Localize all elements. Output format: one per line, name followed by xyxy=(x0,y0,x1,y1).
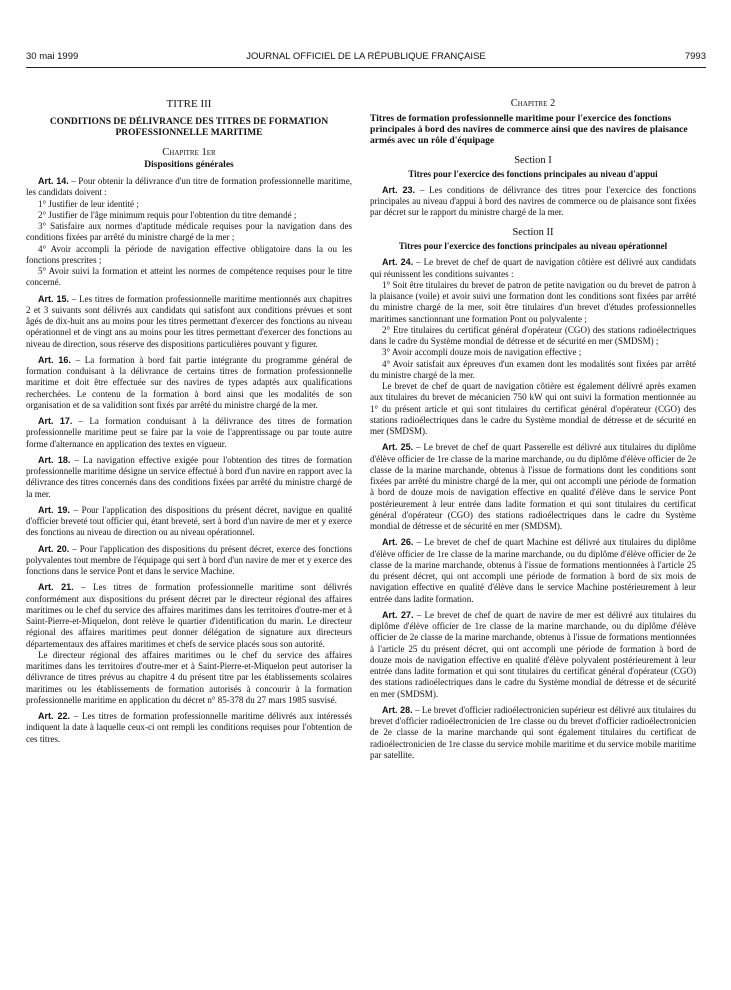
article-text: – La navigation effective exigée pour l'obtention des titres de formation professionnelle maritime désigne un service effectué à bord d'un navire en rapport avec la délivrance des titres concernés dans des conditions fixées par arrêté du ministre chargé de la mer. xyxy=(26,454,353,499)
list-item: 4° Avoir satisfait aux épreuves d'un examen dont les modalités sont fixées par arrêté du ministre chargé de la mer. xyxy=(370,358,696,380)
list-item: 2° Justifier de l'âge minimum requis pour l'obtention du titre demandé ; xyxy=(38,209,297,220)
list-item: 3° Satisfaire aux normes d'aptitude médicale requises pour la navigation dans des conditions fixées par arrêté du ministre chargé de la mer ; xyxy=(26,221,352,243)
article-text: – Le brevet de chef de quart de navire de mer est délivré aux titulaires du diplôme d'élève officier de 1re classe de la marine marchande, ou du diplôme d'élève officier de 2e classe de la marine marchande, obtenus à l'issue de formations mentionnées à l'article 25 du présent décret, qui ont accompli une période de formation à bord de douze mois de navigation effective en qualité d'élève polyvalent postérieurement à leur entrée dans ladite formation et qui sont titulaires du certificat général d'opérateur (CGO) des stations radioélectriques dans le cadre du Système mondial de détresse et de sécurité en mer (SMDSM). xyxy=(370,609,696,699)
article-28 xyxy=(370,705,696,761)
article-text: – Le brevet de chef de quart de navigation côtière est délivré aux candidats qui réunissent les conditions suivantes : xyxy=(370,257,696,279)
article-label: Art. 17. xyxy=(38,416,73,426)
article-15 xyxy=(26,294,352,350)
left-column xyxy=(26,98,352,745)
header-date: 30 mai 1999 xyxy=(26,51,79,62)
article-22 xyxy=(26,711,352,745)
article-text: – La formation conduisant à la délivrance des titres de formation professionnelle maritime peut se faire par la voie de l'apprentissage ou par toute autre forme d'alternance en application des textes en vigueur. xyxy=(26,416,352,449)
article-25 xyxy=(370,442,696,532)
article-text: – Pour obtenir la délivrance d'un titre de formation professionnelle maritime, les candidats doivent : xyxy=(26,176,352,198)
chapitre-title: Titres de formation professionnelle maritime pour l'exercice des fonctions principales à bord des navires de commerce ainsi que des navires de plaisance armés avec un rôle d'équipage xyxy=(370,113,688,147)
chapitre-heading: Chapitre 2 xyxy=(510,98,556,109)
article-text: – Le brevet de chef de quart Machine est délivré aux titulaires du diplôme d'élève officier de 1re classe de la marine marchande, ou du diplôme d'élève officier de 2e classe de la marine marchande, obtenus à l'issue de formations mentionnées à l'article 25 du présent décret, qui ont accompli une période de formation à bord de six mois de navigation effective en qualité d'élève dans le service Machine postérieurement à leur entrée dans ladite formation. xyxy=(370,537,696,604)
article-text: – Les conditions de délivrance des titres pour l'exercice des fonctions principales au niveau d'appui à bord des navires de commerce ou de plaisance sont fixées par décret sur le rapport du ministre chargé de la mer. xyxy=(370,184,696,218)
article-18 xyxy=(26,455,352,500)
article-label: Art. 16. xyxy=(38,354,71,365)
article-text: – Pour l'application des dispositions du présent décret, exerce des fonctions polyvalentes tout membre de l'équipage qui sert à bord d'un navire de mer et y exerce des fonctions dans le service Pont et dans le service Machine. xyxy=(26,543,353,576)
article-24-paragraph-2: Le brevet de chef de quart de navigation côtière est également délivré après examen aux titulaires du brevet de mécanicien 750 kW qui ont suivi la formation mentionnée au 1° du présent article et qui sont titulaires du certificat général d'opérateur (CGO) des stations radioélectriques dans le cadre du Système mondial de détresse et de sécurité en mer (SMDSM). xyxy=(370,381,696,437)
article-label: Art. 22. xyxy=(38,711,70,721)
article-label: Art. 25. xyxy=(382,442,414,453)
list-item: 1° Justifier de leur identité ; xyxy=(38,198,139,209)
header-page-number: 7993 xyxy=(684,51,706,62)
article-label: Art. 19. xyxy=(38,504,70,515)
article-label: Art. 26. xyxy=(382,537,414,548)
titre-heading: TITRE III xyxy=(166,98,212,110)
article-text: – Le brevet de chef de quart Passerelle est délivré aux titulaires du diplôme d'élève officier de 1re classe de la marine marchande, ou du diplôme d'élève officier de 2e classe de la marine marchande, obtenus à l'issue de formations dont les conditions sont fixées par arrêté du ministre chargé de la mer, qui ont accompli une période de formation à bord de douze mois de navigation effective en qualité d'élève dans le service Pont postérieurement à leur entrée dans ladite formation et qui sont titulaires du certificat général d'opérateur (CGO) des stations radioélectriques dans le cadre du Système mondial de détresse et de sécurité en mer (SMDSM). xyxy=(370,442,696,532)
list-item: 2° Etre titulaires du certificat général d'opérateur (CGO) des stations radioélectriques dans le cadre du Système mondial de détresse et de sécurité en mer (SMDSM) ; xyxy=(370,324,696,347)
list-item: 1° Soit être titulaires du brevet de patron de petite navigation ou du brevet de patron à la plaisance (voile) et avoir suivi une formation dont les conditions sont fixées par arrêté du ministre chargé de la mer, soit être titulaires d'un brevet d'études professionnelles maritimes sanctionnant une formation Pont ou polyvalente ; xyxy=(370,279,696,324)
section-title: Titres pour l'exercice des fonctions principales au niveau opérationnel xyxy=(398,241,668,252)
section-heading: Section II xyxy=(512,227,554,239)
article-label: Art. 21. xyxy=(38,582,74,593)
article-17 xyxy=(26,416,352,450)
right-column xyxy=(370,98,696,761)
article-20 xyxy=(26,544,352,578)
titre-subtitle: CONDITIONS DE DÉLIVRANCE DES TITRES DE FORMATION PROFESSIONNELLE MARITIME xyxy=(49,117,329,138)
list-item: 3° Avoir accompli douze mois de navigation effective ; xyxy=(382,347,582,358)
article-19 xyxy=(26,505,352,539)
header-rule xyxy=(26,67,706,68)
article-21-paragraph-2: Le directeur régional des affaires maritimes ou le chef du service des affaires maritimes dans les territoires d'outre-mer et à Saint-Pierre-et-Miquelon peut autoriser la délivrance de titres prévus au chapitre 4 du présent titre par les établissements scolaires maritimes ou les établissements de formation autorisés à concourir à la formation professionnelle maritime en application du décret n° 85-378 du 27 mars 1985 susvisé. xyxy=(26,649,352,705)
article-23 xyxy=(370,185,696,219)
article-label: Art. 28. xyxy=(382,704,413,715)
article-text: – Les titres de formation professionnelle maritime sont délivrés conformément aux dispositions du présent décret par le directeur régional des affaires maritimes ou le chef du service des affaires maritimes dans les territoires d'outre-mer et à Saint-Pierre-et-Miquelon, dont relève le quartier d'identification du marin. Le directeur régional des affaires maritimes peut donner délégation de signature aux directeurs départementaux des affaires maritimes et chefs de service placés sous son autorité. xyxy=(26,582,352,649)
article-label: Art. 20. xyxy=(38,543,70,554)
article-21 xyxy=(26,582,352,650)
article-label: Art. 24. xyxy=(382,257,414,268)
list-item: 4° Avoir accompli la période de navigation effective obligatoire dans la ou les fonctions prescrites ; xyxy=(26,243,352,265)
article-text: – Les titres de formation professionnelle maritime délivrés aux intéressés indiquent la date à laquelle ceux-ci ont rempli les conditions requises pour l'obtention de ces titres. xyxy=(26,711,352,744)
article-label: Art. 18. xyxy=(38,454,71,465)
article-27 xyxy=(370,610,696,700)
article-text: – Pour l'application des dispositions du présent décret, navigue en qualité d'officier breveté tout officier qui, étant breveté, sert à bord d'un navire de mer et y exerce des fonctions au niveau de direction ou au niveau opérationnel. xyxy=(26,504,353,538)
article-label: Art. 14. xyxy=(38,176,69,186)
article-24 xyxy=(370,257,696,280)
article-label: Art. 23. xyxy=(382,184,416,195)
article-text: – Le brevet d'officier radioélectronicien supérieur est délivré aux titulaires du brevet d'officier radioélectronicien de 1re classe ou du brevet d'officier radioélectronicien de 2e classe de la marine marchande qui sont également titulaires du certificat de radioélectronicien de 1re classe du service mobile maritime et du service mobile maritime par satellite. xyxy=(370,704,696,760)
article-text: – La formation à bord fait partie intégrante du programme général de formation conduisant à la délivrance de certains titres de formation professionnelle maritime et doit être effectuée sur des navires de types adaptés aux qualifications recherchées. Le contenu de la formation à bord ainsi que les modalités de son organisation et de sa validition sont fixés par arrêté du ministre chargé de la mer. xyxy=(26,354,352,410)
article-16 xyxy=(26,355,352,411)
chapitre-title: Dispositions générales xyxy=(144,160,234,170)
page-header xyxy=(26,51,706,65)
article-text: – Les titres de formation professionnelle maritime mentionnés aux chapitres 2 et 3 suivants sont délivrés aux candidats qui satisfont aux conditions prévues et sont âgés de dix-huit ans au moins pour les titres permettant d'exercer des fonctions au niveau opérationnel et de vingt ans au moins pour les titres permettant d'exercer des fonctions au niveau de direction, sous réserve des dispositions particulières pouvant y figurer. xyxy=(26,293,352,349)
article-26 xyxy=(370,537,696,605)
section-heading: Section I xyxy=(514,154,552,166)
chapitre-heading: Chapitre 1er xyxy=(162,147,216,158)
header-journal-title: JOURNAL OFFICIEL DE LA RÉPUBLIQUE FRANÇAISE xyxy=(246,51,486,62)
section-title: Titres pour l'exercice des fonctions principales au niveau d'appui xyxy=(408,168,658,179)
article-label: Art. 27. xyxy=(382,609,414,620)
list-item: 5° Avoir suivi la formation et atteint les normes de compétence requises pour le titre concerné. xyxy=(26,266,352,288)
article-label: Art. 15. xyxy=(38,293,70,304)
article-14 xyxy=(26,176,352,199)
